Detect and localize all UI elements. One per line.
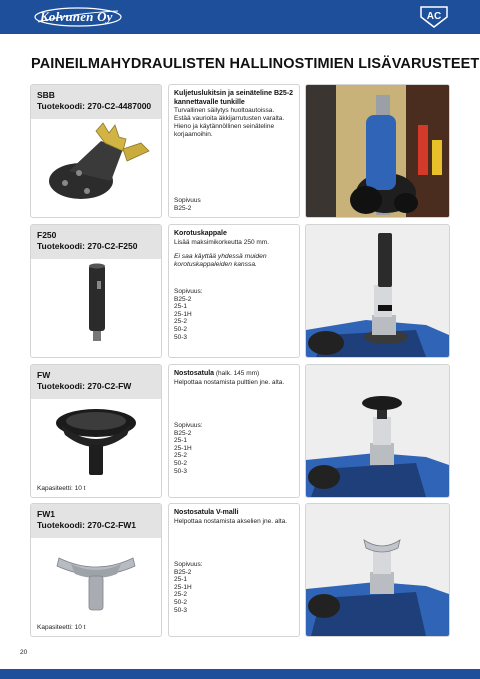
compatibility-item: 50-3 bbox=[174, 467, 188, 475]
product-description-sbb bbox=[168, 84, 300, 218]
product-code-value: Tuotekoodi: 270-C2-FW1 bbox=[37, 520, 137, 530]
compatibility-item: 25-2 bbox=[174, 452, 188, 460]
description-title-suffix: (halk. 145 mm) bbox=[214, 370, 260, 377]
compatibility-item: 25-2 bbox=[174, 591, 188, 599]
description-title: Korotuskappale bbox=[174, 230, 227, 237]
description-line: Lisää maksimikorkeutta 250 mm. bbox=[174, 238, 270, 246]
logo-text: Kolvunen Oy bbox=[40, 9, 113, 24]
footer-bar bbox=[0, 669, 480, 679]
compatibility-item: 25-1 bbox=[174, 437, 188, 445]
product-code-value: Tuotekoodi: 270-C2-4487000 bbox=[37, 101, 152, 111]
product-code bbox=[37, 90, 151, 112]
compatibility-item: 25-1H bbox=[174, 310, 192, 318]
description-line: Hieno ja käytännöllinen seinäteline korjaamoihin. bbox=[174, 123, 275, 138]
product-capacity: Kapasiteetti: 10 t bbox=[37, 485, 86, 492]
product-header bbox=[31, 504, 161, 538]
product-name: SBB bbox=[37, 90, 55, 100]
product-description-fw bbox=[168, 364, 300, 498]
compatibility-label: Sopivuus bbox=[174, 197, 201, 204]
jack-on-wall-photo-icon bbox=[306, 85, 449, 217]
compatibility-label: Sopivuus: bbox=[174, 422, 203, 429]
compatibility-item: 25-1H bbox=[174, 444, 192, 452]
product-image bbox=[31, 540, 161, 620]
product-capacity: Kapasiteetti: 10 t bbox=[37, 624, 86, 631]
compatibility-label: Sopivuus: bbox=[174, 288, 203, 295]
product-name: FW bbox=[37, 370, 51, 380]
product-image bbox=[31, 121, 161, 216]
header-bar bbox=[0, 0, 480, 34]
compatibility-item: B25-2 bbox=[174, 429, 192, 437]
product-name: FW1 bbox=[37, 509, 55, 519]
compatibility-item: B25-2 bbox=[174, 204, 192, 212]
compatibility-item: B25-2 bbox=[174, 295, 192, 303]
description-title: Nostosatula V-malli bbox=[174, 509, 239, 516]
compatibility-item: 50-2 bbox=[174, 598, 188, 606]
compatibility-list bbox=[174, 197, 201, 212]
product-image bbox=[31, 261, 161, 356]
product-description-f250 bbox=[168, 224, 300, 358]
product-card-f250 bbox=[30, 224, 162, 358]
product-name: F250 bbox=[37, 230, 57, 240]
company-logo bbox=[34, 7, 122, 27]
product-photo-f250 bbox=[305, 224, 450, 358]
description-title: Nostosatula bbox=[174, 370, 215, 377]
compatibility-list bbox=[174, 561, 203, 614]
product-header bbox=[31, 365, 161, 399]
product-code-value: Tuotekoodi: 270-C2-F250 bbox=[37, 241, 138, 251]
product-code-value: Tuotekoodi: 270-C2-FW bbox=[37, 381, 132, 391]
product-card-sbb bbox=[30, 84, 162, 218]
product-card-fw bbox=[30, 364, 162, 498]
product-card-fw1 bbox=[30, 503, 162, 637]
compatibility-item: 50-2 bbox=[174, 459, 188, 467]
v-saddle-icon bbox=[31, 540, 161, 620]
compatibility-item: 25-1 bbox=[174, 303, 188, 311]
jack-with-extension-photo-icon bbox=[306, 225, 449, 357]
page-title: PAINEILMAHYDRAULISTEN HALLINOSTIMIEN LISÄVARUSTEET bbox=[31, 56, 480, 72]
page-number: 20 bbox=[20, 649, 28, 656]
ac-badge bbox=[419, 5, 449, 29]
wall-bracket-icon bbox=[31, 121, 161, 216]
jack-with-v-saddle-photo-icon bbox=[306, 504, 449, 636]
description-title: Kuljetuslukitsin ja seinäteline B25-2 kannettavalle tunkille bbox=[174, 90, 294, 106]
extension-piece-icon bbox=[31, 261, 161, 356]
product-code bbox=[37, 509, 136, 531]
compatibility-item: 50-3 bbox=[174, 606, 188, 614]
compatibility-item: 25-1 bbox=[174, 576, 188, 584]
compatibility-list bbox=[174, 422, 203, 475]
compatibility-item: 50-2 bbox=[174, 325, 188, 333]
lifting-saddle-icon bbox=[31, 401, 161, 481]
compatibility-item: 50-3 bbox=[174, 333, 188, 341]
product-photo-fw bbox=[305, 364, 450, 498]
compatibility-item: 25-2 bbox=[174, 318, 188, 326]
description-line: Estää vaurioita äkkijarrutusten varalta. bbox=[174, 115, 285, 122]
product-description-fw1 bbox=[168, 503, 300, 637]
compatibility-item: B25-2 bbox=[174, 568, 192, 576]
product-code bbox=[37, 230, 137, 252]
product-photo-fw1 bbox=[305, 503, 450, 637]
jack-with-saddle-photo-icon bbox=[306, 365, 449, 497]
badge-text: AC bbox=[426, 11, 442, 22]
product-photo-sbb bbox=[305, 84, 450, 218]
product-header bbox=[31, 225, 161, 259]
product-header bbox=[31, 85, 161, 119]
compatibility-label: Sopivuus: bbox=[174, 561, 203, 568]
compatibility-item: 25-1H bbox=[174, 583, 192, 591]
product-code bbox=[37, 370, 131, 392]
product-image bbox=[31, 401, 161, 481]
description-line: Helpottaa nostamista pulttien jne. alta. bbox=[174, 378, 285, 386]
description-line: Turvallinen säilytys huoltoautoissa. bbox=[174, 107, 275, 114]
description-line: Helpottaa nostamista akselien jne. alta. bbox=[174, 517, 288, 525]
compatibility-list bbox=[174, 288, 203, 341]
description-note: Ei saa käyttää yhdessä muiden korotuskappaleiden kanssa. bbox=[174, 252, 267, 268]
